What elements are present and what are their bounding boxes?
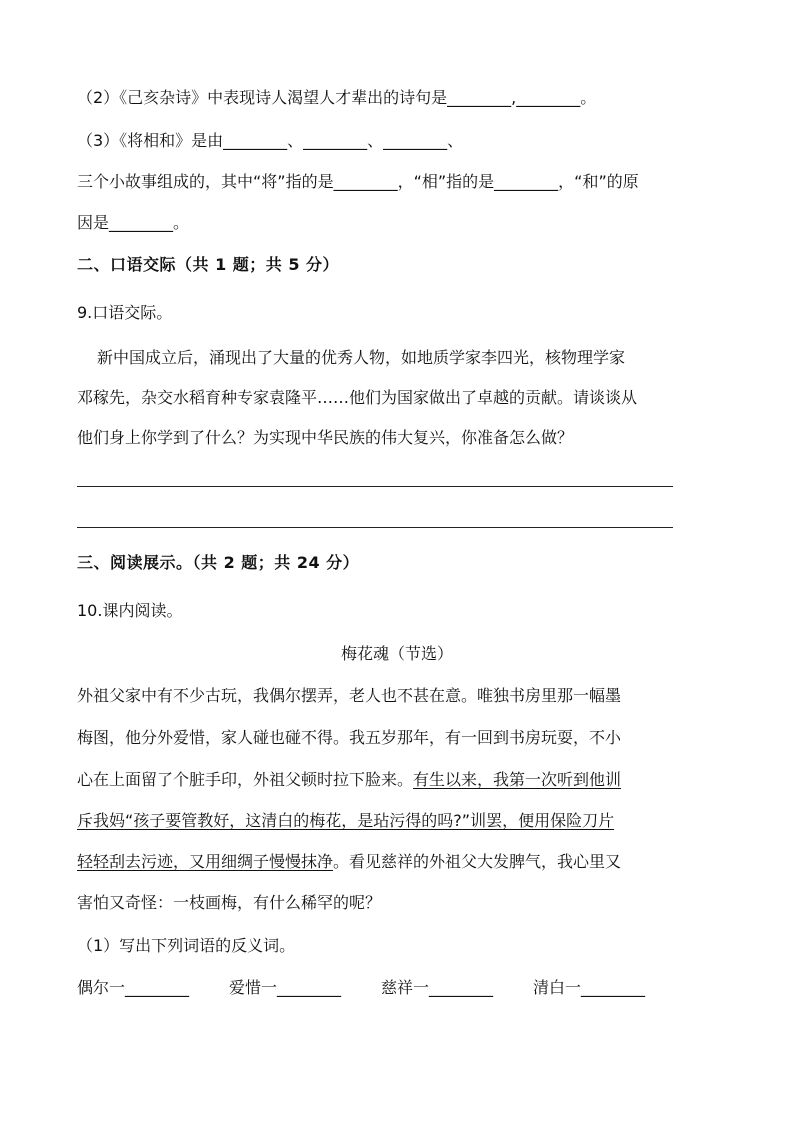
question-8-part-3-line-2: 三个小故事组成的，其中“将”指的是________，“相”指的是________，“和”的原 bbox=[77, 172, 639, 191]
passage-underlined-sentence-part-3: 轻轻刮去污迹，又用细绸子慢慢抹净 bbox=[77, 852, 334, 871]
antonym-item: 偶尔一________ bbox=[77, 978, 190, 997]
question-8-part-3-line-3: 因是________。 bbox=[77, 213, 190, 232]
section-2-heading: 二、口语交际（共 1 题；共 5 分） bbox=[77, 255, 340, 274]
passage-line-5 bbox=[77, 850, 734, 874]
question-10-part-1: （1）写出下列词语的反义词。 bbox=[77, 936, 296, 955]
question-9-text-line-3: 他们身上你学到了什么？为实现中华民族的伟大复兴，你准备怎么做？ bbox=[77, 428, 574, 447]
answer-line-2[interactable] bbox=[77, 527, 673, 528]
passage-line-2: 梅图，他分外爱惜，家人碰也碰不得。我五岁那年，有一回到书房玩耍，不小 bbox=[77, 728, 622, 747]
question-10-title: 10.课内阅读。 bbox=[77, 601, 183, 620]
answer-line-1[interactable] bbox=[77, 486, 673, 487]
antonym-item: 慈祥一________ bbox=[381, 978, 494, 997]
antonym-item: 爱惜一________ bbox=[229, 978, 342, 997]
passage-line-6: 害怕又奇怪：一枝画梅，有什么稀罕的呢？ bbox=[77, 893, 382, 912]
section-3-heading: 三、阅读展示。（共 2 题；共 24 分） bbox=[77, 553, 360, 572]
passage-line-3-plain: 心在上面留了个脏手印，外祖父顿时拉下脸来。 bbox=[77, 770, 414, 789]
passage-line-5-plain: 。看见慈祥的外祖父大发脾气，我心里又 bbox=[333, 852, 622, 871]
passage-line-1: 外祖父家中有不少古玩，我偶尔摆弄，老人也不甚在意。唯独书房里那一幅墨 bbox=[77, 686, 622, 705]
question-9-text-line-1: 新中国成立后，涌现出了大量的优秀人物，如地质学家李四光，核物理学家 bbox=[97, 348, 626, 367]
antonym-item: 清白一________ bbox=[533, 978, 646, 997]
passage-underlined-sentence-part-2: 斥我妈“孩子要管教好，这清白的梅花，是玷污得的吗?”训罢，便用保险刀片 bbox=[77, 811, 615, 830]
question-9-text-line-2: 邓稼先，杂交水稻育种专家袁隆平……他们为国家做出了卓越的贡献。请谈谈从 bbox=[77, 388, 638, 407]
question-8-part-3-line-1: （3）《将相和》是由________、________、________、 bbox=[77, 131, 464, 150]
passage-line-3 bbox=[77, 768, 734, 792]
question-9-title: 9.口语交际。 bbox=[77, 303, 173, 322]
passage-title: 梅花魂（节选） bbox=[340, 644, 453, 663]
question-8-part-2: （2）《己亥杂诗》中表现诗人渴望人才辈出的诗句是________,________。 bbox=[77, 88, 597, 107]
passage-underlined-sentence-part-1: 有生以来，我第一次听到他训 bbox=[413, 770, 622, 789]
